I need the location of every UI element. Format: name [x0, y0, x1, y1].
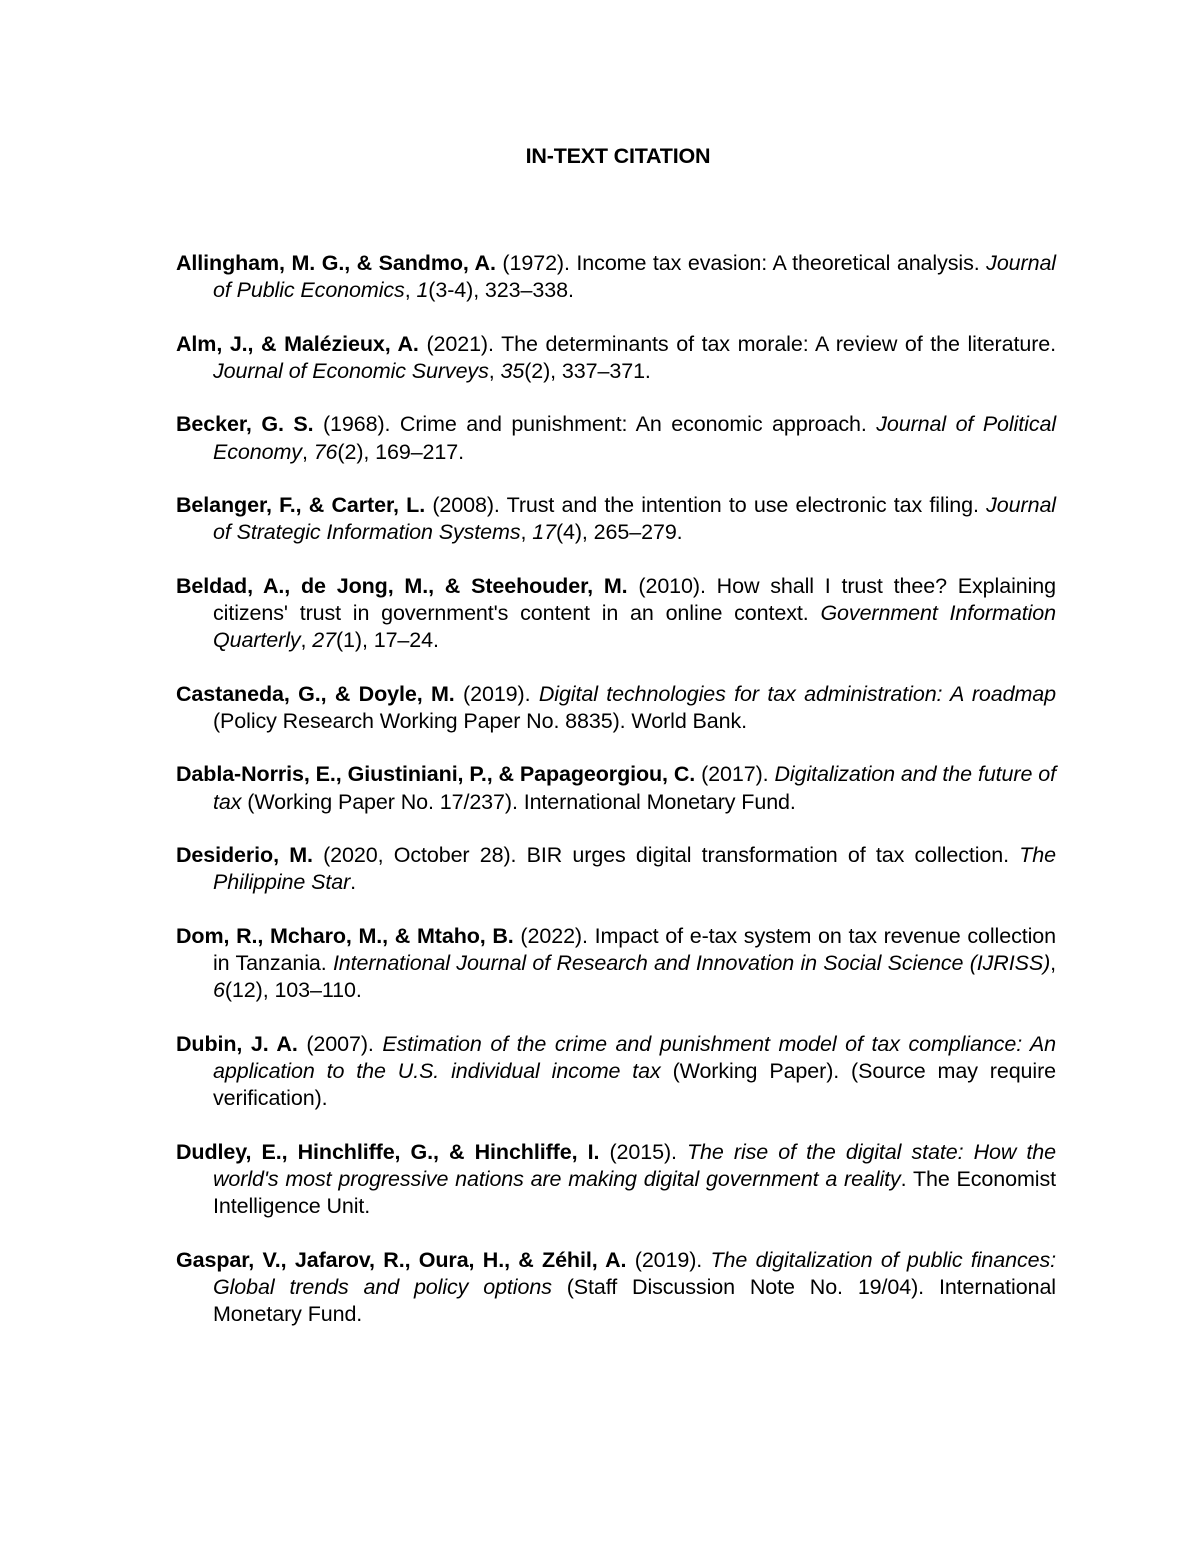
- reference-text: (4), 265–279.: [555, 520, 683, 545]
- reference-text: (2), 169–217.: [337, 439, 465, 464]
- reference-text: (Staff Discussion Note No. 19/04). International Monetary Fund.: [213, 1274, 1056, 1326]
- reference-volume: 1: [416, 278, 429, 303]
- reference-text: ,: [404, 278, 417, 303]
- reference-source-title: Estimation of the crime and punishment model of tax compliance: An application to the U.S. individual income tax: [213, 1031, 1056, 1083]
- reference-text: . The Economist Intelligence Unit.: [213, 1166, 1056, 1219]
- reference-text: (2007).: [297, 1031, 383, 1056]
- reference-text: (2008). Trust and the intention to use electronic tax filing.: [425, 493, 987, 518]
- reference-authors: Castaneda, G., & Doyle, M.: [176, 681, 455, 706]
- reference-list: [176, 250, 1056, 1354]
- reference-text: (2015).: [599, 1139, 688, 1164]
- reference-source-title: The rise of the digital state: How the world's most progressive nations are making digital government a reality: [213, 1139, 1056, 1191]
- reference-entry: [176, 1031, 1056, 1113]
- reference-text: .: [350, 870, 357, 895]
- reference-text: ,: [520, 520, 533, 545]
- reference-volume: 35: [500, 358, 525, 383]
- reference-source-title: International Journal of Research and Innovation in Social Science (IJRISS): [332, 951, 1051, 976]
- reference-text: (1972). Income tax evasion: A theoretical analysis.: [495, 251, 987, 275]
- reference-text: (1968). Crime and punishment: An economic approach.: [313, 412, 877, 437]
- reference-entry: [176, 1247, 1056, 1329]
- reference-source-title: Journal of Strategic Information Systems: [213, 493, 1056, 545]
- reference-text: (2022). Impact of e-tax system on tax revenue collection in Tanzania.: [213, 923, 1056, 976]
- reference-text: (2020, October 28). BIR urges digital transformation of tax collection.: [312, 843, 1020, 868]
- reference-source-title: Digital technologies for tax administration: A roadmap: [538, 681, 1056, 706]
- reference-entry: [176, 923, 1056, 1005]
- reference-source-title: Digitalization and the future of tax: [213, 762, 1057, 814]
- reference-authors: Beldad, A., de Jong, M., & Steehouder, M.: [176, 573, 628, 598]
- reference-text: (3-4), 323–338.: [428, 278, 574, 303]
- reference-authors: Gaspar, V., Jafarov, R., Oura, H., & Zéhil, A.: [176, 1247, 627, 1272]
- reference-authors: Allingham, M. G., & Sandmo, A.: [176, 251, 496, 275]
- reference-authors: Dom, R., Mcharo, M., & Mtaho, B.: [176, 923, 514, 948]
- reference-entry: [176, 331, 1056, 385]
- reference-authors: Dabla-Norris, E., Giustiniani, P., & Papageorgiou, C.: [176, 762, 696, 787]
- reference-text: (Policy Research Working Paper No. 8835). World Bank.: [213, 708, 748, 733]
- reference-text: ,: [1050, 951, 1057, 976]
- reference-source-title: Government Information Quarterly: [213, 601, 1056, 653]
- reference-entry: [176, 250, 1056, 304]
- reference-source-title: Journal of Political Economy: [213, 412, 1057, 464]
- reference-entry: [176, 681, 1056, 735]
- reference-entry: [176, 573, 1056, 655]
- reference-entry: [176, 492, 1056, 546]
- reference-entry: [176, 1139, 1056, 1221]
- reference-text: (12), 103–110.: [224, 978, 362, 1003]
- reference-source-title: Journal of Economic Surveys: [213, 358, 489, 383]
- reference-entry: [176, 761, 1056, 815]
- reference-entry: [176, 411, 1056, 465]
- reference-source-title: The digitalization of public finances: Global trends and policy options: [213, 1247, 1056, 1299]
- reference-text: (1), 17–24.: [335, 628, 439, 653]
- reference-text: (2), 337–371.: [524, 358, 651, 383]
- reference-entry: [176, 842, 1056, 896]
- reference-text: (2019).: [626, 1247, 711, 1272]
- reference-authors: Dubin, J. A.: [176, 1031, 298, 1056]
- reference-volume: 17: [532, 520, 556, 545]
- page-title: IN-TEXT CITATION: [525, 144, 711, 168]
- reference-volume: 6: [213, 978, 225, 1003]
- reference-text: (2019).: [454, 681, 539, 706]
- reference-text: ,: [300, 628, 313, 653]
- reference-text: (2021). The determinants of tax morale: A review of the literature.: [418, 331, 1056, 356]
- reference-source-title: The Philippine Star: [213, 843, 1056, 895]
- reference-text: (2010). How shall I trust thee? Explaining citizens' trust in government's content in an online context.: [213, 573, 1056, 626]
- reference-text: ,: [488, 358, 501, 383]
- reference-authors: Desiderio, M.: [176, 843, 313, 868]
- reference-volume: 76: [313, 439, 338, 464]
- reference-authors: Belanger, F., & Carter, L.: [176, 493, 426, 518]
- reference-authors: Alm, J., & Malézieux, A.: [176, 331, 419, 356]
- reference-authors: Becker, G. S.: [176, 412, 314, 437]
- reference-text: (Working Paper). (Source may require verification).: [213, 1058, 1057, 1111]
- reference-source-title: Journal of Public Economics: [213, 251, 1056, 303]
- reference-text: (Working Paper No. 17/237). International Monetary Fund.: [241, 789, 796, 814]
- reference-volume: 27: [312, 628, 336, 653]
- reference-text: ,: [301, 439, 314, 464]
- reference-authors: Dudley, E., Hinchliffe, G., & Hinchliffe, I.: [176, 1139, 600, 1164]
- reference-text: (2017).: [695, 762, 775, 787]
